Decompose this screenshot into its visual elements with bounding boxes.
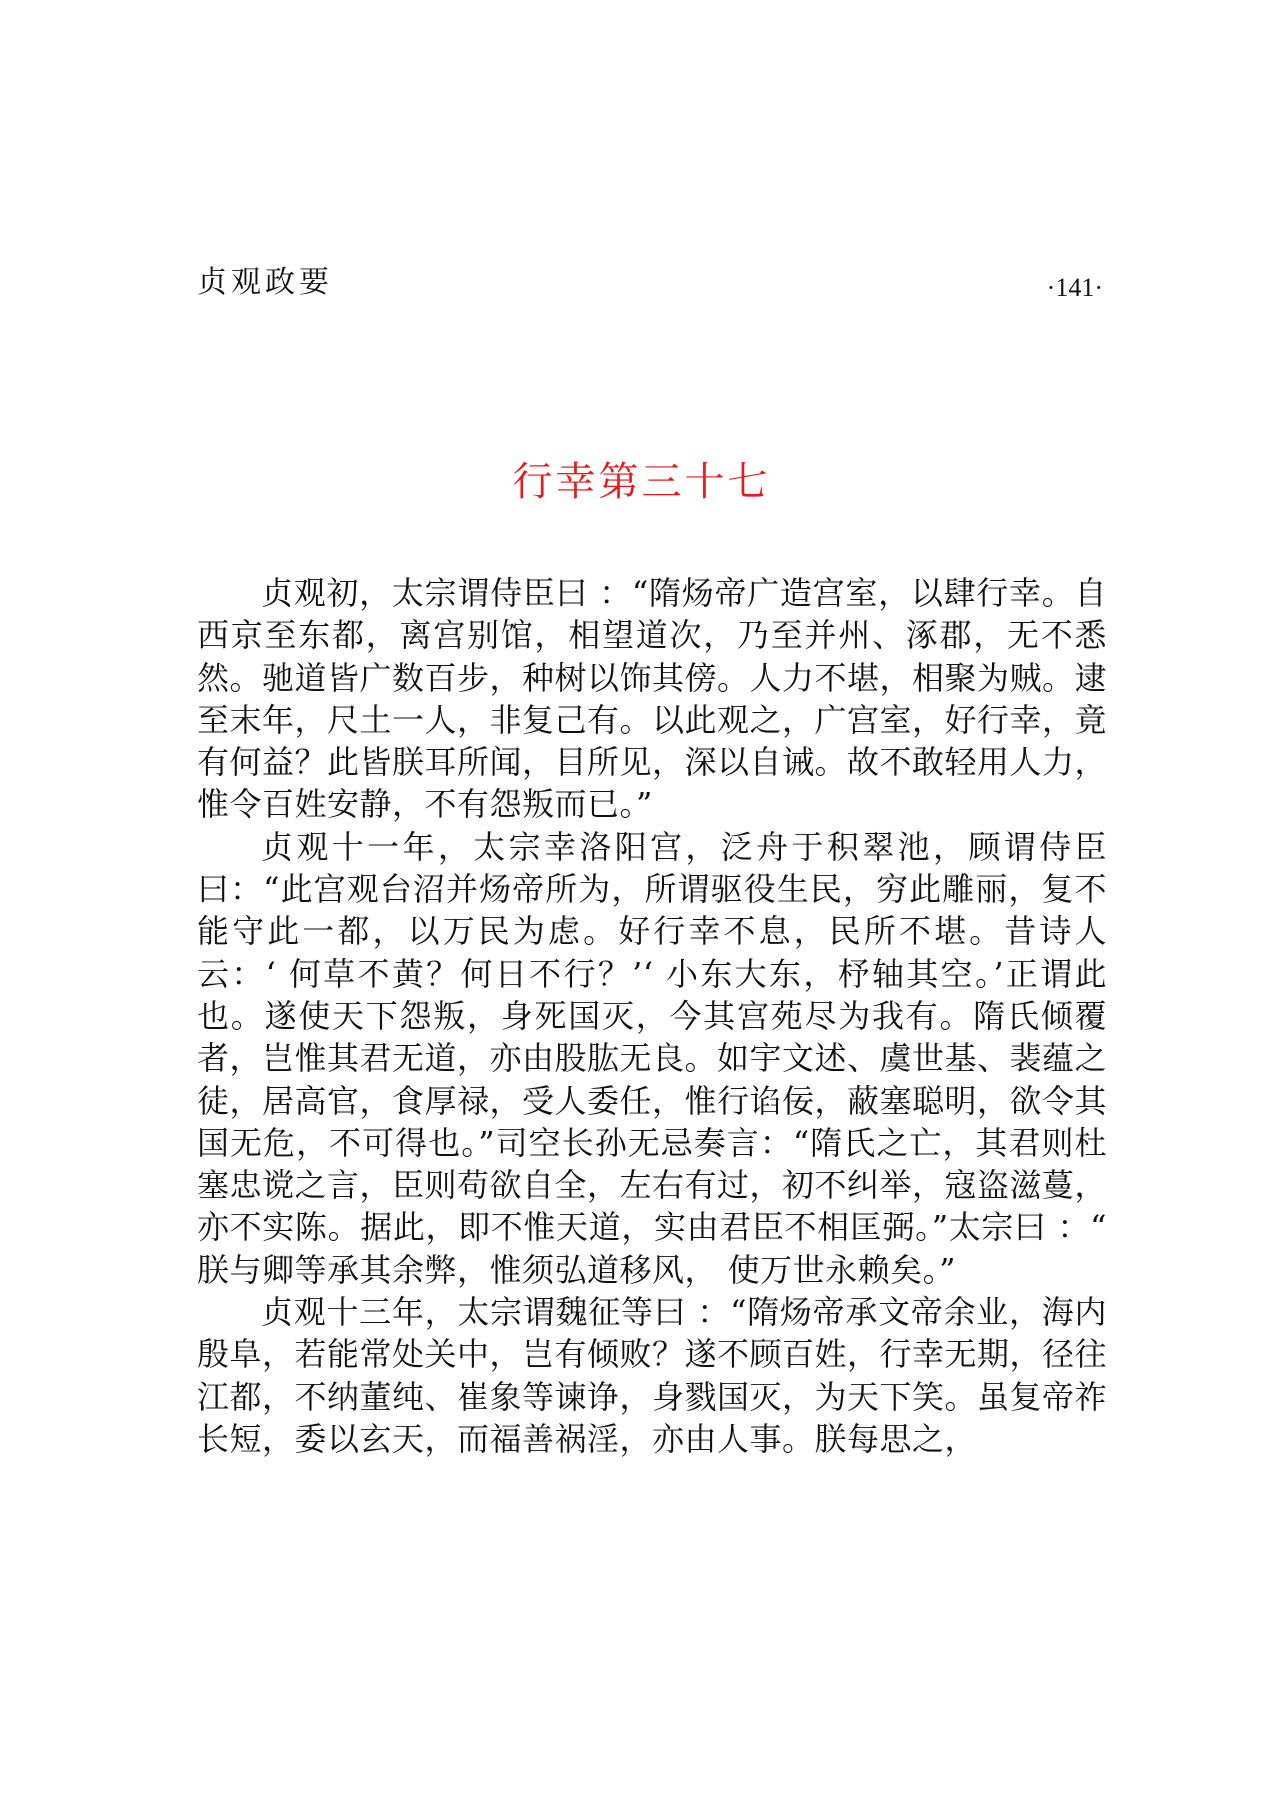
paragraph: 贞观十一年，太宗幸洛阳宫，泛舟于积翠池，顾谓侍臣曰：“此宫观台沼并炀帝所为，所谓驱役生民，穷此雕丽，复不能守此一都，以万民为虑。好行幸不息，民所不堪。昔诗人云：‘ 何草不黄？何日不行？’‘ 小东大东，杼轴其空。’正谓此也。遂使天下怨叛，身死国灭，今其宫苑尽为我有。隋氏倾覆者，岂惟其君无道，亦由股肱无良。如宇文述、虞世基、裴蕴之徒，居高官，食厚禄，受人委任，惟行谄佞，蔽塞聪明，欲令其国无危，不可得也。”司空长孙无忌奏言：“隋氏之亡，其君则杜塞忠谠之言，臣则苟欲自全，左右有过，初不纠举，寇盗滋蔓，亦不实陈。据此，即不惟天道，实由君臣不相匡弼。”太宗曰 ：“ 朕与卿等承其余弊，惟须弘道移风， 使万世永赖矣。” — [197, 827, 1108, 1289]
paragraph: 贞观十三年，太宗谓魏征等曰 ：“隋炀帝承文帝余业，海内殷阜，若能常处关中，岂有倾败？遂不顾百姓，行幸无期，径往江都，不纳董纯、崔象等谏诤，身戮国灭，为天下笑。虽复帝祚长短，委以玄天，而福善祸淫，亦由人事。朕每思之， — [197, 1293, 1108, 1458]
paragraph: 贞观初，太宗谓侍臣曰 ：“隋炀帝广造宫室，以肆行幸。自西京至东都，离宫别馆，相望道次，乃至并州、涿郡，无不悉然。驰道皆广数百步，种树以饰其傍。人力不堪，相聚为贼。逮至末年，尺土一人，非复己有。以此观之，广宫室，好行幸，竟有何益？此皆朕耳所闻，目所见，深以自诫。故不敢轻用人力，惟令百姓安静，不有怨叛而已。” — [197, 574, 1108, 824]
running-head-book-title: 贞观政要 — [197, 265, 333, 300]
page-number: ·141· — [1046, 273, 1103, 302]
body-text — [197, 572, 1107, 1460]
chapter-title: 行幸第三十七 — [512, 459, 771, 505]
